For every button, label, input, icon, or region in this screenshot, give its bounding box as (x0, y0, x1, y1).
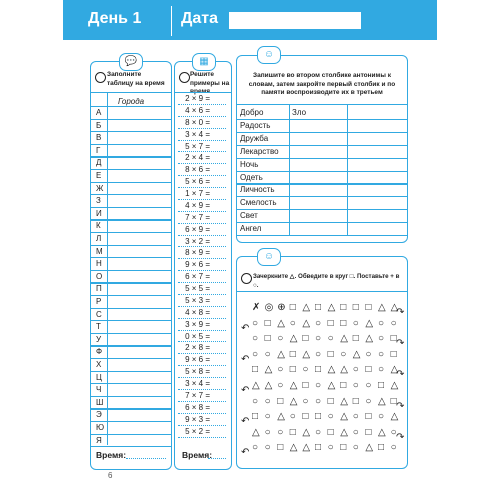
letter-label: Е (96, 171, 102, 180)
square-icon[interactable]: □ (340, 317, 347, 329)
square-icon[interactable]: □ (378, 380, 385, 391)
city-answer-field[interactable] (109, 334, 169, 345)
circle-icon[interactable]: ○ (264, 442, 271, 454)
circle-icon[interactable]: ○ (277, 333, 284, 345)
circle-icon[interactable]: ○ (352, 411, 359, 423)
city-answer-field[interactable] (109, 309, 169, 320)
memory-field[interactable] (349, 197, 404, 208)
circle-icon[interactable]: ○ (252, 317, 259, 329)
math-answer-field[interactable] (212, 141, 228, 151)
memory-field[interactable] (349, 146, 404, 157)
math-example: 6 × 7 = (185, 272, 210, 282)
day-header-bar (63, 0, 437, 40)
square-icon[interactable]: □ (340, 302, 347, 313)
triangle-icon[interactable]: △ (390, 411, 399, 423)
city-answer-field[interactable] (109, 170, 169, 181)
circle-icon[interactable]: ○ (327, 411, 334, 423)
day-label: День 1 (88, 10, 142, 27)
triangle-icon[interactable]: △ (252, 380, 260, 391)
divider (237, 104, 407, 105)
city-answer-field[interactable] (109, 384, 169, 395)
square-icon[interactable]: □ (352, 395, 359, 407)
circle-icon[interactable]: ○ (315, 333, 322, 345)
letter-label: М (96, 246, 103, 256)
triangle-icon[interactable]: △ (390, 302, 399, 313)
triangle-icon[interactable]: △ (302, 442, 311, 454)
row-dotted-divider (178, 437, 226, 438)
square-icon[interactable]: □ (302, 411, 309, 423)
circle-icon[interactable]: ○ (315, 380, 322, 391)
divider (91, 92, 171, 93)
math-example: 9 × 6 = (185, 355, 210, 365)
circle-icon[interactable]: ○ (277, 426, 284, 438)
math-example: 9 × 6 = (185, 260, 210, 270)
letter-label: У (96, 334, 102, 344)
circle-icon[interactable]: ○ (302, 364, 309, 376)
math-answer-field[interactable] (212, 331, 228, 341)
circle-icon[interactable]: ○ (352, 364, 359, 376)
row-divider (91, 446, 171, 447)
square-icon[interactable]: □ (327, 317, 334, 329)
letter-label: К (96, 221, 101, 231)
square-icon[interactable]: □ (264, 333, 271, 345)
curved-arrow-left-icon: ↶ (241, 447, 250, 459)
circle-icon[interactable]: ○ (252, 442, 259, 454)
clock-icon (95, 72, 106, 83)
letter-label: Э (96, 410, 102, 420)
square-icon[interactable]: □ (315, 302, 322, 313)
triangle-icon[interactable]: △ (289, 442, 298, 454)
math-answer-field[interactable] (212, 164, 228, 174)
word-cell: Лекарство (240, 146, 279, 156)
circle-icon[interactable]: ○ (252, 333, 259, 345)
triangle-icon[interactable]: △ (264, 364, 273, 376)
letter-label: Х (96, 360, 102, 369)
city-answer-field[interactable] (109, 435, 169, 446)
math-answer-field[interactable] (212, 342, 228, 352)
memory-field[interactable] (349, 107, 404, 118)
triangle-icon[interactable]: △ (390, 380, 399, 391)
math-answer-field[interactable] (212, 93, 228, 103)
brain-icon: ☺ (257, 46, 281, 64)
city-answer-field[interactable] (109, 359, 169, 370)
memory-field[interactable] (349, 223, 404, 234)
math-answer-field[interactable] (212, 354, 228, 364)
math-example: 9 × 3 = (185, 414, 210, 424)
square-icon[interactable]: □ (277, 442, 284, 454)
square-icon[interactable]: □ (365, 426, 372, 438)
square-icon[interactable]: □ (315, 364, 322, 376)
triangle-icon[interactable]: △ (340, 411, 348, 423)
triangle-icon[interactable]: △ (365, 442, 374, 454)
column-divider (347, 104, 348, 235)
math-answer-field[interactable] (212, 200, 228, 210)
square-icon[interactable]: □ (365, 364, 372, 376)
triangle-icon[interactable]: △ (302, 317, 311, 329)
circle-icon[interactable]: ○ (252, 395, 259, 407)
math-answer-field[interactable] (212, 283, 228, 293)
square-icon[interactable]: □ (340, 442, 347, 454)
math-example: 5 × 3 = (185, 295, 210, 305)
letter-label: Ц (96, 372, 102, 382)
square-icon[interactable]: □ (252, 411, 259, 423)
triangle-icon[interactable]: △ (252, 426, 260, 438)
city-answer-field[interactable] (109, 321, 169, 332)
math-time-label: Время: (182, 450, 213, 460)
letter-label: Б (96, 120, 102, 130)
math-answer-field[interactable] (212, 366, 228, 376)
math-time-field[interactable] (208, 458, 226, 459)
city-answer-field[interactable] (109, 397, 169, 408)
math-example: 5 × 2 = (185, 426, 210, 436)
header-divider (171, 6, 172, 36)
triangle-icon[interactable]: △ (352, 348, 361, 360)
square-icon[interactable]: □ (378, 442, 385, 454)
letter-label: Ф (96, 347, 103, 357)
triangle-icon[interactable]: △ (302, 302, 311, 313)
square-icon[interactable]: □ (252, 364, 259, 376)
memory-field[interactable] (349, 159, 404, 170)
triangle-icon[interactable]: △ (277, 317, 285, 329)
square-icon[interactable]: □ (365, 411, 372, 423)
math-example: 5 × 7 = (185, 141, 210, 151)
square-icon[interactable]: □ (302, 380, 309, 391)
circle-icon[interactable]: ○ (264, 348, 271, 360)
letter-label: О (96, 271, 103, 281)
curved-arrow-left-icon: ↶ (241, 416, 250, 428)
antonym-field[interactable]: Зло (292, 108, 307, 117)
triangle-icon[interactable]: △ (277, 411, 285, 423)
letter-label: З (96, 196, 101, 206)
triangle-icon[interactable]: △ (302, 348, 311, 360)
math-example: 2 × 8 = (185, 343, 210, 353)
circle-icon[interactable]: ○ (352, 442, 359, 454)
square-icon[interactable]: □ (277, 395, 284, 407)
math-example: 4 × 9 = (185, 200, 210, 210)
triangle-icon[interactable]: △ (340, 426, 348, 438)
date-label: Дата (181, 10, 219, 27)
math-answer-field[interactable] (212, 176, 228, 186)
word-cell: Одеть (240, 172, 263, 182)
letter-label: Т (96, 322, 101, 332)
memory-field[interactable] (349, 133, 404, 144)
brain-icon: ☺ (257, 248, 281, 266)
word-cell: Смелость (240, 198, 277, 208)
circle-icon[interactable]: ○ (315, 348, 322, 360)
column-divider (289, 104, 290, 235)
math-example: 5 × 6 = (185, 177, 210, 187)
word-cell: Дружба (240, 133, 269, 143)
curved-arrow-left-icon: ↶ (241, 322, 250, 334)
triangle-icon[interactable]: △ (365, 333, 374, 345)
circle-icon[interactable]: ○ (277, 364, 284, 376)
word-cell: Радость (240, 120, 271, 130)
triangle-icon[interactable]: △ (289, 380, 298, 391)
square-icon[interactable]: □ (365, 302, 372, 313)
square-icon[interactable]: □ (264, 317, 271, 329)
math-example: 4 × 6 = (185, 105, 210, 115)
curved-arrow-right-icon: ↷ (396, 400, 405, 412)
circle-icon[interactable]: ○ (378, 364, 385, 376)
math-answer-field[interactable] (212, 271, 228, 281)
antonyms-instruction: Запишите во втором столбике антонимы к словам, затем закройте первый столбик и по памяти воспроизводите их в третьем (248, 72, 396, 96)
math-example: 5 × 8 = (185, 367, 210, 377)
math-answer-field[interactable] (212, 224, 228, 234)
square-icon[interactable]: □ (327, 426, 334, 438)
word-cell: Личность (240, 185, 275, 195)
city-answer-field[interactable] (109, 346, 169, 357)
square-icon[interactable]: □ (390, 348, 397, 360)
math-answer-field[interactable] (212, 247, 228, 257)
city-answer-field[interactable] (109, 258, 169, 269)
cities-instruction: Заполните таблицу на время (107, 71, 165, 87)
letter-label: Ш (96, 397, 104, 407)
circle-icon[interactable]: ○ (277, 380, 284, 391)
city-answer-field[interactable] (109, 183, 169, 194)
circle-icon[interactable]: ○ (378, 333, 385, 345)
cities-time-field[interactable] (126, 458, 166, 459)
math-answer-field[interactable] (212, 402, 228, 412)
city-answer-field[interactable] (109, 120, 169, 131)
letter-label: Ю (96, 423, 105, 432)
row-divider (237, 235, 407, 236)
triangle-icon[interactable]: △ (327, 364, 336, 376)
math-answer-field[interactable] (212, 259, 228, 269)
triangle-icon[interactable]: △ (390, 364, 399, 376)
math-example: 8 × 0 = (185, 117, 210, 127)
circle-icon[interactable]: ○ (352, 426, 359, 438)
city-answer-field[interactable] (109, 271, 169, 282)
math-example: 4 × 8 = (185, 307, 210, 317)
circle-icon[interactable]: ○ (378, 348, 385, 360)
triangle-icon[interactable]: △ (365, 317, 374, 329)
letter-label: И (96, 208, 102, 218)
circle-icon[interactable]: ○ (390, 442, 397, 454)
city-answer-field[interactable] (109, 132, 169, 143)
triangle-icon[interactable]: △ (289, 395, 298, 407)
city-answer-field[interactable] (109, 246, 169, 257)
circle-icon[interactable]: ○ (378, 317, 385, 329)
circle-icon[interactable]: ○ (315, 426, 322, 438)
city-answer-field[interactable] (109, 409, 169, 420)
square-icon[interactable]: □ (302, 333, 309, 345)
letter-label: Ж (96, 183, 104, 193)
square-icon[interactable]: □ (327, 348, 334, 360)
letter-label: В (96, 133, 102, 143)
math-example: 2 × 4 = (185, 153, 210, 163)
math-instruction: Решите примеры на (190, 71, 230, 87)
math-answer-field[interactable] (212, 390, 228, 400)
square-icon[interactable]: □ (289, 426, 296, 438)
square-icon[interactable]: □ (390, 333, 397, 345)
letter-label: С (96, 309, 102, 319)
shapes-instruction: Зачеркните △. Обведите в круг □. Поставьте + в ○. (253, 273, 400, 289)
letter-label: Я (96, 435, 102, 445)
word-cell: Ангел (240, 224, 262, 234)
square-icon[interactable]: □ (340, 380, 347, 391)
date-input[interactable] (229, 12, 361, 29)
square-icon[interactable]: □ (289, 364, 296, 376)
math-example: 7 × 7 = (185, 391, 210, 400)
city-answer-field[interactable] (109, 283, 169, 294)
triangle-icon[interactable]: △ (302, 426, 311, 438)
letter-label: А (96, 108, 102, 117)
triangle-icon[interactable]: △ (340, 333, 348, 345)
triangle-icon[interactable]: △ (378, 426, 386, 438)
circle-icon[interactable]: ○ (289, 317, 296, 329)
crossed-shape-icon[interactable]: ✗ (252, 302, 261, 313)
letter-label: Д (96, 158, 102, 168)
divider (237, 291, 407, 292)
square-icon[interactable]: □ (315, 411, 322, 423)
circle-icon[interactable]: ○ (365, 348, 372, 360)
cities-heading: Города (118, 97, 145, 106)
curved-arrow-right-icon: ↷ (396, 338, 405, 350)
page-number: 6 (108, 471, 113, 480)
memory-field[interactable] (349, 172, 404, 183)
city-answer-field[interactable] (109, 208, 169, 219)
math-example: 6 × 8 = (185, 402, 210, 412)
math-example: 6 × 9 = (185, 224, 210, 234)
triangle-icon[interactable]: △ (289, 333, 298, 345)
math-example: 0 × 5 = (185, 331, 210, 341)
city-answer-field[interactable] (109, 145, 169, 156)
math-answer-field[interactable] (212, 307, 228, 317)
circle-icon[interactable]: ○ (365, 380, 372, 391)
letter-label: П (96, 284, 102, 294)
word-cell: Свет (240, 211, 258, 221)
math-example: 3 × 9 = (185, 319, 210, 329)
math-answer-field[interactable] (212, 152, 228, 162)
triangle-icon[interactable]: △ (340, 364, 348, 376)
math-answer-field[interactable] (212, 212, 228, 222)
math-answer-field[interactable] (212, 319, 228, 329)
curved-arrow-right-icon: ↷ (396, 431, 405, 443)
city-answer-field[interactable] (109, 107, 169, 118)
clock-icon (241, 273, 252, 284)
circle-icon[interactable]: ○ (264, 426, 271, 438)
math-answer-field[interactable] (212, 414, 228, 424)
memory-field[interactable] (349, 210, 404, 221)
city-answer-field[interactable] (109, 296, 169, 307)
city-answer-field[interactable] (109, 220, 169, 231)
city-answer-field[interactable] (109, 372, 169, 383)
math-example: 1 × 7 = (185, 189, 210, 199)
memory-field[interactable] (349, 120, 404, 131)
math-answer-field[interactable] (212, 378, 228, 388)
triangle-icon[interactable]: △ (327, 380, 336, 391)
circle-icon[interactable]: ○ (352, 380, 359, 391)
triangle-icon[interactable]: △ (277, 348, 285, 360)
square-icon[interactable]: □ (352, 333, 359, 345)
word-cell: Ночь (240, 159, 259, 169)
circle-icon[interactable]: ○ (365, 395, 372, 407)
square-icon[interactable]: □ (289, 302, 296, 313)
circle-icon[interactable]: ○ (327, 333, 334, 345)
circle-icon[interactable]: ○ (352, 317, 359, 329)
math-answer-field[interactable] (212, 188, 228, 198)
circle-icon[interactable]: ○ (302, 395, 309, 407)
calculator-icon: ▦ (192, 53, 216, 71)
math-example: 8 × 9 = (185, 248, 210, 258)
square-icon[interactable]: □ (327, 395, 334, 407)
square-icon[interactable]: □ (390, 395, 397, 407)
math-answer-field[interactable] (212, 129, 228, 139)
plus-circle-icon[interactable]: ⊕ (277, 302, 286, 313)
circle-icon[interactable]: ○ (315, 317, 322, 329)
curved-arrow-left-icon: ↶ (241, 385, 250, 396)
city-answer-field[interactable] (109, 233, 169, 244)
triangle-icon[interactable]: △ (340, 395, 348, 407)
math-example: 3 × 4 = (185, 129, 210, 139)
square-icon[interactable]: □ (289, 348, 296, 360)
circle-icon[interactable]: ○ (378, 411, 385, 423)
chat-bubble-icon: 💬 (119, 53, 143, 71)
circled-shape-icon[interactable]: ◎ (264, 302, 274, 313)
circle-icon[interactable]: ○ (315, 395, 322, 407)
clock-icon (179, 72, 190, 83)
circle-icon[interactable]: ○ (264, 395, 271, 407)
letter-label: Ч (96, 385, 102, 395)
city-answer-field[interactable] (109, 422, 169, 433)
circle-icon[interactable]: ○ (390, 426, 397, 438)
math-answer-field[interactable] (212, 426, 228, 436)
square-icon[interactable]: □ (352, 302, 359, 313)
triangle-icon[interactable]: △ (378, 395, 386, 407)
word-cell: Добро (240, 108, 264, 117)
math-answer-field[interactable] (212, 295, 228, 305)
letter-label: Н (96, 259, 102, 269)
memory-field[interactable] (349, 184, 404, 195)
curved-arrow-right-icon: ↷ (396, 307, 405, 318)
cities-time-label: Время: (96, 450, 127, 460)
letter-label: Г (96, 145, 101, 155)
circle-icon[interactable]: ○ (390, 317, 397, 329)
circle-icon[interactable]: ○ (340, 348, 347, 360)
math-answer-field[interactable] (212, 117, 228, 127)
letter-label: Л (96, 234, 102, 243)
triangle-icon[interactable]: △ (378, 302, 386, 313)
math-example: 3 × 2 = (185, 236, 210, 246)
circle-icon[interactable]: ○ (327, 442, 334, 454)
math-example: 5 × 5 = (185, 284, 210, 294)
circle-icon[interactable]: ○ (289, 411, 296, 423)
math-example: 8 × 6 = (185, 165, 210, 175)
circle-icon[interactable]: ○ (252, 348, 259, 360)
curved-arrow-right-icon: ↷ (396, 369, 405, 381)
circle-icon[interactable]: ○ (264, 411, 271, 423)
square-icon[interactable]: □ (315, 442, 322, 454)
math-answer-field[interactable] (212, 105, 228, 115)
city-answer-field[interactable] (109, 157, 169, 168)
math-example: 3 × 4 = (185, 379, 210, 389)
curved-arrow-left-icon: ↶ (241, 353, 250, 365)
math-example: 7 × 7 = (185, 212, 210, 222)
math-answer-field[interactable] (212, 236, 228, 246)
city-answer-field[interactable] (109, 195, 169, 206)
math-example: 2 × 9 = (185, 94, 210, 103)
triangle-icon[interactable]: △ (327, 302, 336, 313)
triangle-icon[interactable]: △ (264, 380, 273, 391)
letter-label: Р (96, 297, 102, 306)
